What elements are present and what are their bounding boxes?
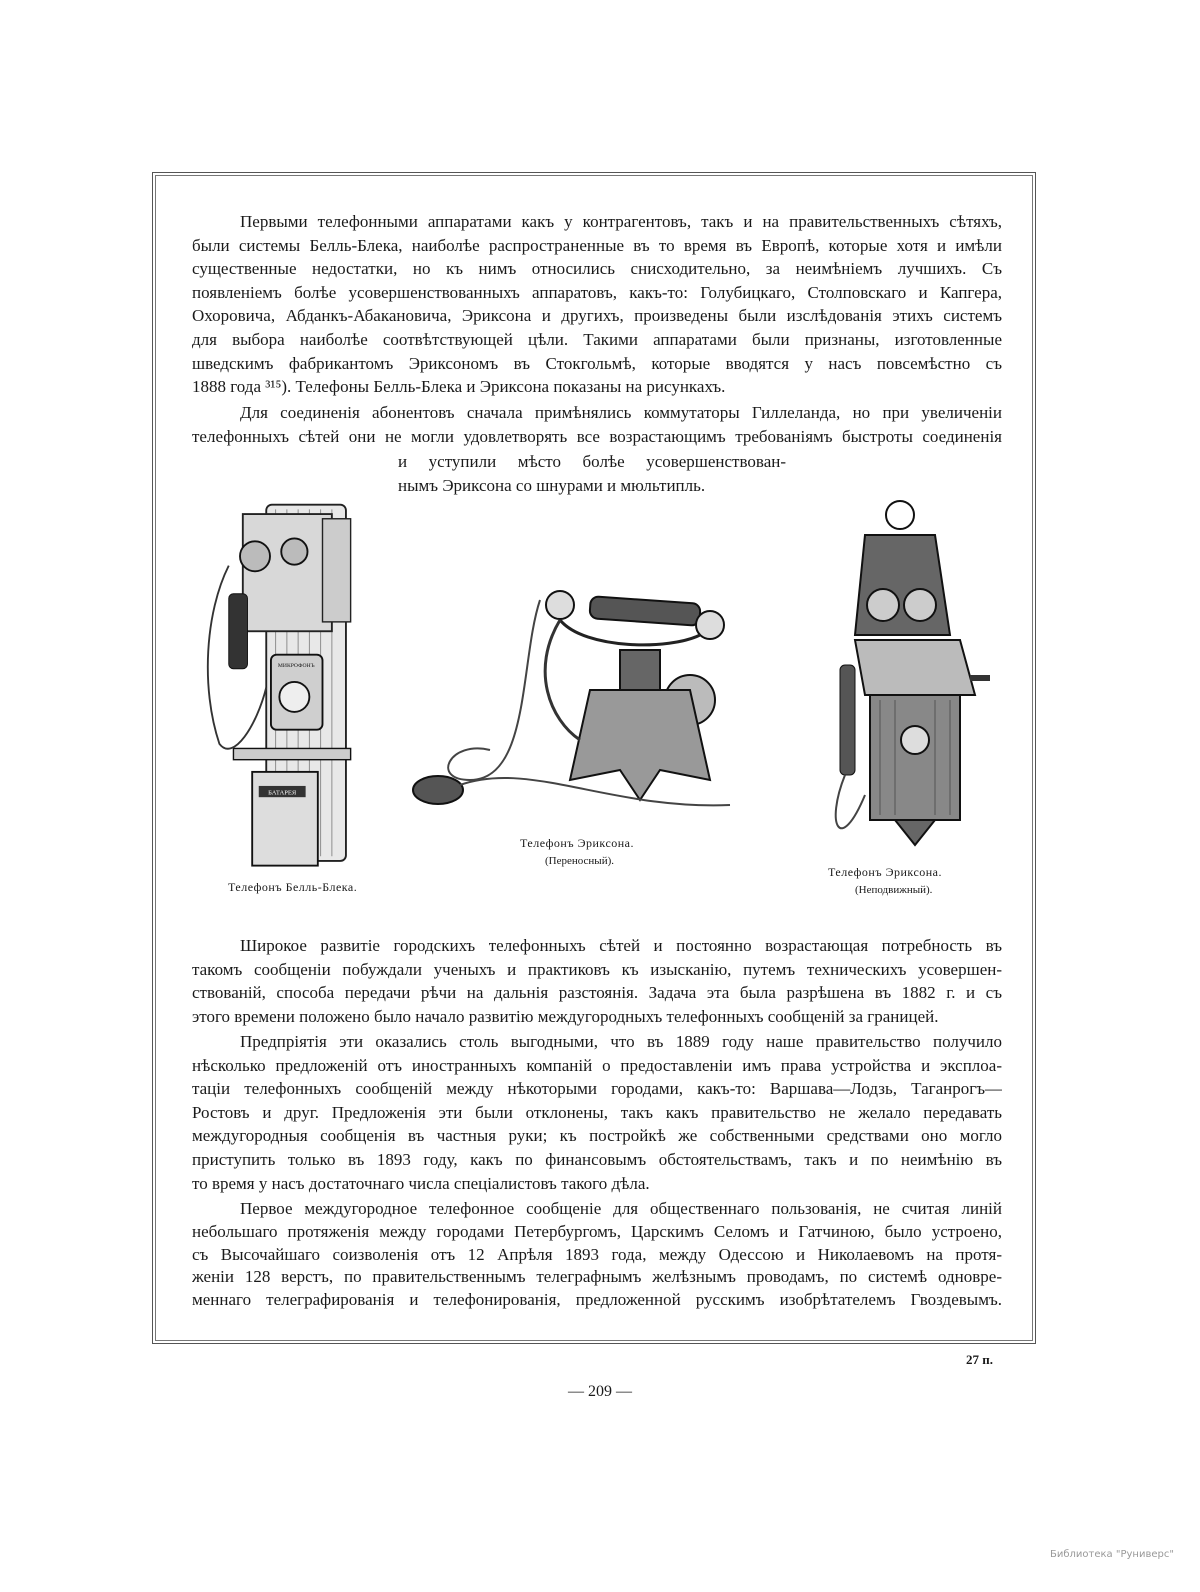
- paragraph-5: [192, 1198, 1002, 1312]
- paragraph-1: [192, 210, 1002, 399]
- text-line: существенные недостатки, но къ нимъ относились снисходительно, за неимѣніемъ лучшихъ. Съ: [192, 259, 1002, 279]
- text-line: Ростовъ и друг. Предложенія эти были отклонены, такъ какъ правительство не желало передавать: [192, 1102, 1002, 1122]
- paragraph-2: [192, 401, 1002, 449]
- text-line: съ Высочайшаго соизволенія отъ 12 Апрѣля 1893 года, между Одессою и Николаевомъ на протя-: [192, 1244, 1002, 1264]
- text-line: междугородныя сообщенія въ частныя руки; къ постройкѣ же собственными средствами оно могло: [192, 1126, 1002, 1146]
- text-line: нымъ Эриксона со шнурами и мюльтипль.: [398, 476, 706, 495]
- text-line: женіи 128 верстъ, по правительственнымъ телеграфнымъ желѣзнымъ проводамъ, по системѣ одновре-: [192, 1267, 1002, 1287]
- text-line: такомъ сообщеніи побуждали ученыхъ и практиковъ къ изысканію, путемъ техническихъ усовершен-: [192, 959, 1002, 979]
- text-line: для выбора наиболѣе соотвѣтствующей цѣли. Такими аппаратами были признаны, изготовленные: [192, 329, 1002, 349]
- text-line: шведскимъ фабрикантомъ Эриксономъ въ Стокгольмѣ, которые вводятся у насъ повсемѣстно съ: [192, 353, 1002, 373]
- text-line: Широкое развитіе городскихъ телефонныхъ сѣтей и постоянно возрастающая потребность въ: [240, 936, 1002, 955]
- text-line: нѣсколько предложеній отъ иностранныхъ компаній о предоставленіи имъ права устройства и эксплоа-: [192, 1055, 1002, 1075]
- caption-ericsson-fixed: Телефонъ Эриксона.: [828, 865, 943, 879]
- text-line: приступить только въ 1893 году, какъ по финансовымъ обстоятельствамъ, такъ и по неимѣнію въ: [192, 1149, 1002, 1169]
- text-line: Первое междугородное телефонное сообщеніе для общественнаго пользованія, не считая линій: [240, 1199, 1002, 1218]
- ericsson-fixed-telephone-illustration: [815, 495, 1005, 855]
- text-line: и уступили мѣсто болѣе усовершенствован-: [398, 452, 786, 471]
- text-line: появленіемъ болѣе усовершенствованныхъ аппаратовъ, какъ-то: Голубицкаго, Столповскаго и Капгера,: [192, 282, 1002, 302]
- text-line: Первыми телефонными аппаратами какъ у контрагентовъ, такъ и на правительственныхъ сѣтяхъ,: [240, 212, 1002, 231]
- text-line: были системы Белль-Блека, наиболѣе распространенные въ то время въ Европѣ, которые хотя и имѣли: [192, 235, 1002, 255]
- text-line: то время у насъ достаточнаго числа спеціалистовъ такого дѣла.: [192, 1173, 650, 1193]
- paragraph-2-continued: [398, 450, 786, 498]
- text-line: таціи телефонныхъ сообщеній между нѣкоторыми городами, какъ-то: Варшава—Лодзь, Таганрогъ—: [192, 1079, 1002, 1099]
- text-line: Охоровича, Абданкъ-Абакановича, Эриксона и другихъ, произведены были изслѣдованія этихъ системъ: [192, 306, 1002, 326]
- subcaption-ericsson-fixed: (Неподвижный).: [855, 884, 933, 896]
- caption-ericsson-portable: Телефонъ Эриксона.: [520, 836, 635, 850]
- page-number: — 209 —: [568, 1383, 632, 1400]
- library-watermark: Библиотека "Руниверс": [1050, 1549, 1174, 1560]
- ericsson-portable-telephone-illustration: [410, 580, 740, 820]
- paragraph-4: [192, 1030, 1002, 1195]
- text-line: телефонныхъ сѣтей они не могли удовлетворять все возрастающимъ требованіямъ быстроты соединенія: [192, 427, 1002, 446]
- text-line: Для соединенія абонентовъ сначала примѣнялись коммутаторы Гиллеланда, но при увеличеніи: [240, 403, 1002, 422]
- paragraph-3: [192, 934, 1002, 1028]
- signature-mark: 27 п.: [966, 1352, 993, 1367]
- microphone-label: МИКРОФОНЪ: [277, 662, 315, 669]
- text-line: этого времени положено было начало развитію междугородныхъ телефонныхъ сообщеній за границей.: [192, 1006, 939, 1026]
- text-line: Предпріятія эти оказались столь выгодными, что въ 1889 году наше правительство получило: [240, 1032, 1002, 1051]
- text-line: 1888 года ³¹⁵). Телефоны Белль-Блека и Эриксона показаны на рисункахъ.: [192, 377, 726, 397]
- battery-label: БАТАРЕЯ: [268, 789, 297, 797]
- text-line: ствованій, способа передачи рѣчи на дальнія разстоянія. Задача эта была разрѣшена въ 1882 г. и съ: [192, 983, 1002, 1003]
- text-line: небольшаго протяженія между городами Петербургомъ, Царскимъ Селомъ и Гатчиною, было устроено,: [192, 1221, 1002, 1241]
- text-line: меннаго телеграфированія и телефонированія, предложенной русскимъ изобрѣтателемъ Гвоздевымъ.: [192, 1290, 1002, 1310]
- caption-bell-blake: Телефонъ Белль-Блека.: [228, 880, 358, 894]
- bell-blake-telephone-illustration: [195, 500, 375, 875]
- subcaption-ericsson-portable: (Переносный).: [545, 855, 614, 867]
